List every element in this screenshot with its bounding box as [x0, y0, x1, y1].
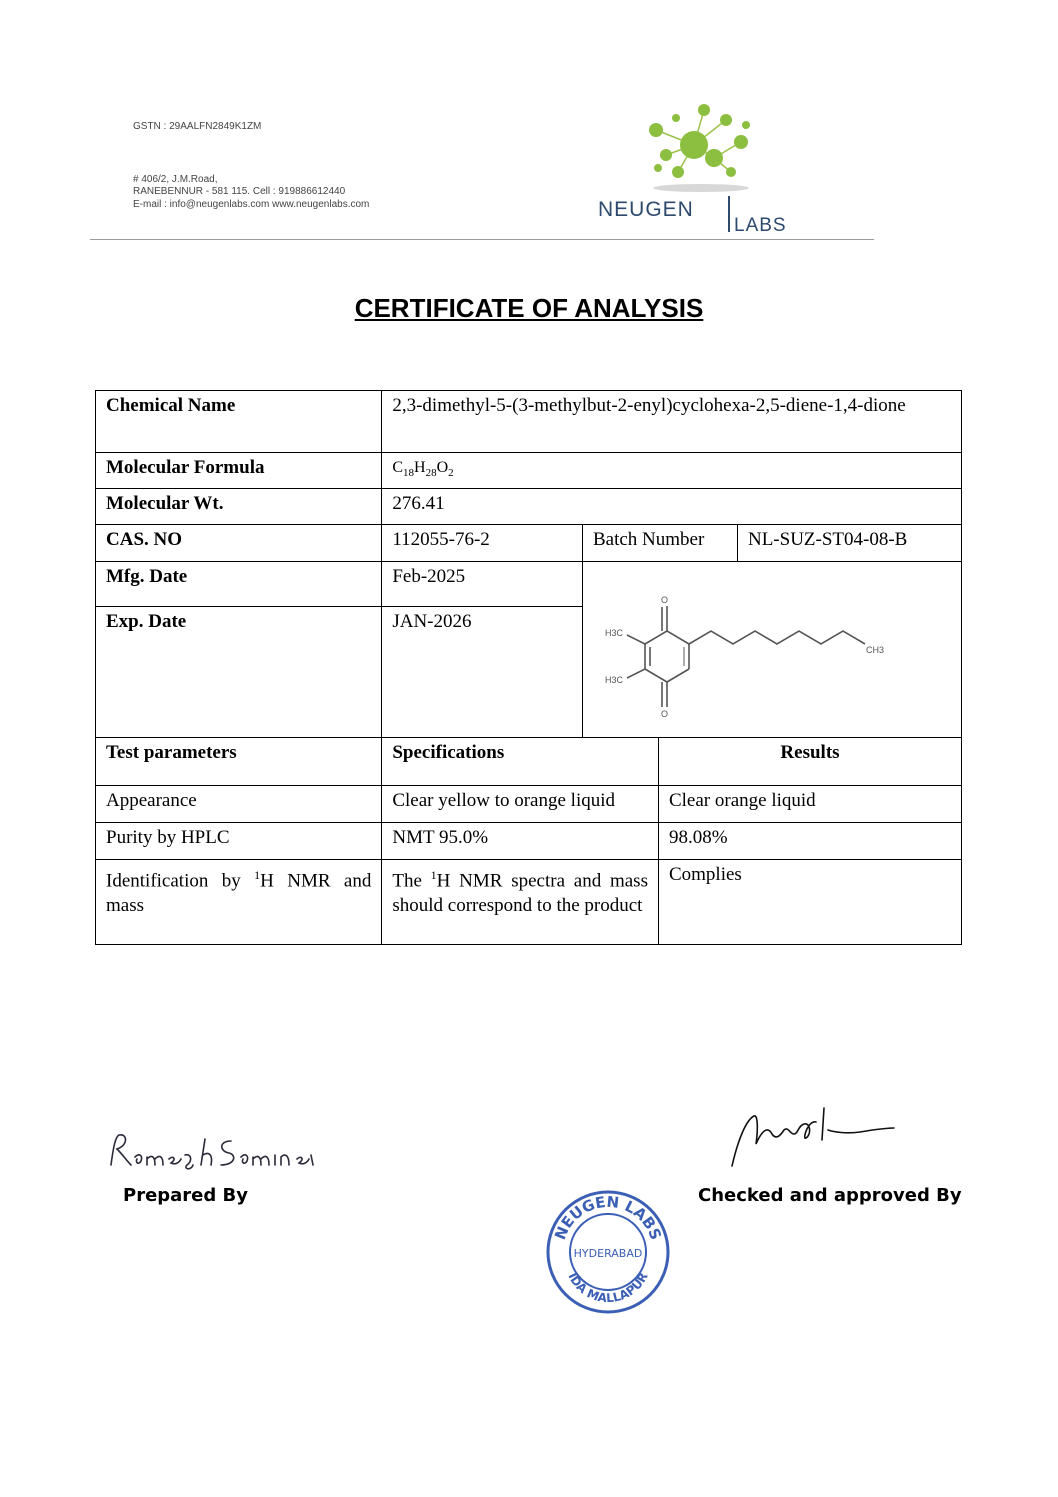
brand-labs: LABS [734, 215, 787, 236]
stamp-top-path: NEUGEN LABS [551, 1192, 665, 1243]
nmr-param-pre: Identification by [106, 870, 255, 892]
table-row [96, 489, 962, 525]
structure-h3c-bottom: H3C [604, 674, 623, 685]
test-param-nmr [96, 860, 382, 945]
tests-header-result: Results [658, 738, 961, 786]
address-line-2: RANEBENNUR - 581 115. Cell : 919886612440 [133, 186, 346, 197]
page-title-text: CERTIFICATE OF ANALYSIS [354, 293, 704, 323]
formula-value [382, 453, 962, 489]
exp-date-value: JAN-2026 [382, 607, 583, 738]
table-row [96, 391, 962, 453]
chemical-structure-icon [583, 563, 961, 737]
table-row [96, 860, 962, 945]
structure-o-bottom: O [660, 708, 668, 719]
header-rule [90, 239, 874, 240]
cas-label: CAS. NO [96, 525, 382, 562]
test-spec: Clear yellow to orange liquid [382, 786, 659, 823]
approved-signature-icon [728, 1100, 898, 1170]
brand-divider [728, 196, 730, 232]
formula-c: C [392, 459, 404, 476]
test-param: Purity by HPLC [96, 823, 382, 860]
batch-value: NL-SUZ-ST04-08-B [737, 525, 961, 562]
exp-date-label: Exp. Date [96, 607, 382, 738]
table-row [96, 562, 962, 607]
company-seal-icon [543, 1187, 673, 1317]
address-line-3: E-mail : info@neugenlabs.com www.neugenlabs.com [133, 199, 370, 210]
table-row [96, 525, 962, 562]
cas-value: 112055-76-2 [382, 525, 583, 562]
stamp-center-text: HYDERABAD [573, 1247, 643, 1260]
formula-o-sub: 2 [448, 467, 454, 480]
stamp-bottom-path: IDA MALLAPUR [565, 1270, 651, 1306]
test-result-nmr: Complies [658, 860, 961, 945]
nmr-spec-pre: The [392, 870, 431, 892]
test-result: 98.08% [658, 823, 961, 860]
test-result: Clear orange liquid [658, 786, 961, 823]
gstn: GSTN : 29AALFN2849K1ZM [133, 121, 262, 132]
structure-o-top: O [660, 594, 668, 605]
stamp-top-text [551, 1193, 665, 1243]
test-spec-nmr [382, 860, 659, 945]
mfg-date-value: Feb-2025 [382, 562, 583, 607]
tests-header-spec: Specifications [382, 738, 659, 786]
formula-label: Molecular Formula [96, 453, 382, 489]
nmr-spec-sup: 1 [430, 868, 437, 883]
chemical-name-value: 2,3-dimethyl-5-(3-methylbut-2-enyl)cyclohexa-2,5-diene-1,4-dione [382, 391, 962, 453]
table-row [96, 453, 962, 489]
tests-header-param: Test parameters [96, 738, 382, 786]
page-title [0, 293, 1058, 324]
table-row [96, 786, 962, 823]
table-row [96, 738, 962, 786]
test-param: Appearance [96, 786, 382, 823]
structure-cell [582, 562, 961, 738]
formula-o: O [436, 459, 449, 476]
chemical-name-label: Chemical Name [96, 391, 382, 453]
mfg-date-label: Mfg. Date [96, 562, 382, 607]
stamp-bottom-text [565, 1270, 650, 1305]
prepared-signature-icon [105, 1125, 320, 1175]
nmr-param-post: H NMR and mass [106, 870, 372, 916]
mw-value: 276.41 [382, 489, 962, 525]
brand-name [598, 198, 787, 236]
structure-h3c-top: H3C [604, 627, 623, 638]
address-line-1: # 406/2, J.M.Road, [133, 174, 218, 185]
test-spec: NMT 95.0% [382, 823, 659, 860]
formula-h: H [414, 459, 426, 476]
approved-by-label: Checked and approved By [698, 1185, 962, 1206]
mw-label: Molecular Wt. [96, 489, 382, 525]
prepared-by-label: Prepared By [123, 1185, 248, 1206]
batch-label: Batch Number [582, 525, 737, 562]
nmr-param-sup: 1 [254, 868, 261, 883]
formula-c-sub: 18 [403, 467, 415, 480]
nmr-spec-post: H NMR spectra and mass should correspond to the product [392, 870, 648, 916]
brand-neugen: NEUGEN [598, 198, 694, 221]
table-row [96, 823, 962, 860]
formula-h-sub: 28 [425, 467, 437, 480]
coa-table [95, 390, 962, 945]
structure-ch3: CH3 [865, 644, 884, 655]
